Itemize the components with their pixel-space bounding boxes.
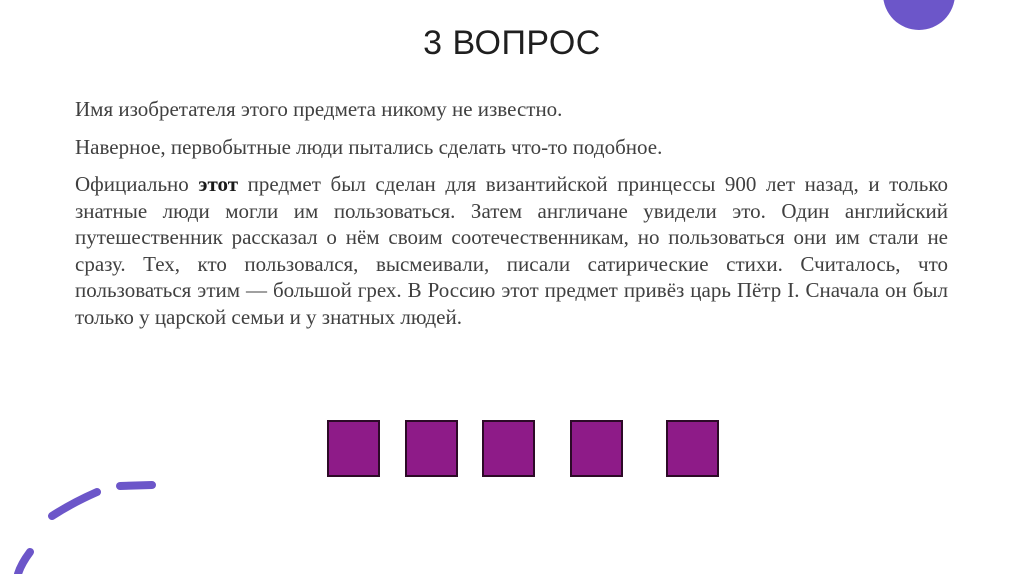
answer-letter-box-4[interactable] — [570, 420, 623, 477]
dash-segment — [120, 485, 152, 486]
paragraph-3 — [75, 171, 948, 330]
answer-letter-box-3[interactable] — [482, 420, 535, 477]
answer-letter-box-1[interactable] — [327, 420, 380, 477]
paragraph-3-bold-word: этот — [198, 172, 239, 196]
paragraph-1: Имя изобретателя этого предмета никому не известно. — [75, 97, 563, 121]
answer-letter-box-2[interactable] — [405, 420, 458, 477]
dash-segment — [18, 552, 30, 574]
paragraph-3-rest: предмет был сделан для византийской принцессы 900 лет назад, и только знатные люди могли им пользоваться. Затем англичане увидели это. Один английский путешественник рассказал о нём своим соотечественникам, но пользоваться они им стали не сразу. Тех, кто пользовался, высмеивали, писали сатирические стихи. Считалось, что пользоваться этим — большой грех. В Россию этот предмет привёз царь Пётр I. Сначала он был только у царской семьи и у знатных людей. — [75, 172, 948, 329]
paragraph-3-start: Официально — [75, 172, 199, 196]
slide-title: 3 ВОПРОС — [423, 24, 601, 62]
dash-segment — [52, 492, 97, 516]
decorative-dashed-arc — [0, 470, 170, 574]
paragraph-2: Наверное, первобытные люди пытались сделать что-то подобное. — [75, 134, 663, 159]
question-text — [75, 96, 948, 341]
answer-letter-box-5[interactable] — [666, 420, 719, 477]
